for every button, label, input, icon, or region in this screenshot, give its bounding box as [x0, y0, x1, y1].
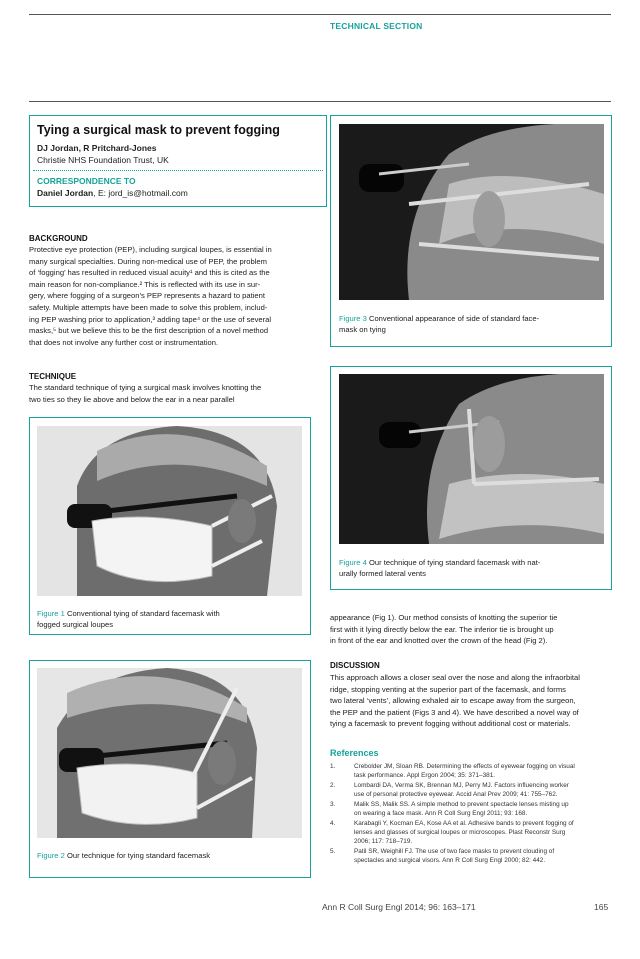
figure-2-text: Our technique for tying standard facemask	[64, 851, 211, 860]
text-line: gery, where fogging of a surgeon’s PEP represents a hazard to patient	[29, 291, 265, 301]
reference-item	[330, 781, 610, 799]
text-line: first with it lying directly below the ear. The inferior tie is brought up	[330, 624, 554, 634]
references-list	[330, 762, 610, 866]
reference-number: 1.	[330, 763, 336, 770]
text-line: two ties so they lie above and below the ear in a near parallel	[29, 394, 235, 404]
reference-line: use of personal protective eyewear. Accid Anal Prev 2009; 41: 755–762.	[354, 791, 558, 798]
text-line: of ‘fogging’ has resulted in reduced visual acuity¹ and this is cited as the	[29, 268, 270, 278]
article-title: Tying a surgical mask to prevent fogging	[37, 123, 280, 137]
section-label: TECHNICAL SECTION	[330, 21, 423, 31]
reference-line: Karabagli Y, Kocman EA, Kose AA et al. Adhesive bands to prevent fogging of	[354, 820, 574, 827]
technique-continuation	[330, 612, 612, 647]
correspondence-email: , E: jord_is@hotmail.com	[93, 188, 188, 198]
reference-line: on wearing a face mask. Ann R Coll Surg Engl 2011; 93: 168.	[354, 810, 528, 817]
correspondence-heading: CORRESPONDENCE TO	[37, 176, 136, 186]
figure-3-text-2: mask on tying	[339, 325, 386, 334]
figure-3-text: Conventional appearance of side of standard face-	[366, 314, 540, 323]
header-rule-lower	[29, 101, 611, 102]
figure-4-photo	[339, 374, 604, 544]
text-line: safety. Multiple attempts have been made to solve this problem, includ-	[29, 302, 268, 312]
figure-4-caption	[339, 557, 607, 579]
background-heading: BACKGROUND	[29, 234, 88, 243]
figure-3-caption	[339, 313, 607, 335]
text-line: the PEP and the patient (Figs 3 and 4). We have described a novel way of	[330, 707, 579, 717]
reference-item	[330, 847, 610, 865]
text-line: in front of the ear and knotted over the crown of the head (Fig 2).	[330, 636, 548, 646]
text-line: masks,⁵ but we believe this to be the first description of a novel method	[29, 326, 269, 336]
reference-number: 2.	[330, 782, 336, 789]
reference-number: 4.	[330, 820, 336, 827]
reference-line: Crebolder JM, Sloan RB. Determining the effects of eyewear fogging on visual	[354, 763, 575, 770]
correspondence-name: Daniel Jordan	[37, 188, 94, 198]
figure-2-caption	[37, 850, 307, 861]
reference-line: task performance. Appl Ergon 2004; 35: 371–381.	[354, 772, 496, 779]
text-line: This approach allows a closer seal over the nose and along the infraorbital	[330, 673, 580, 682]
text-line: ing PEP washing prior to application,³ adding tape⁴ or the use of several	[29, 314, 272, 324]
reference-line: Lombardi DA, Verma SK, Brennan MJ, Perry MJ. Factors influencing worker	[354, 782, 569, 789]
text-line: that does not involve any further cost or instrumentation.	[29, 337, 219, 347]
reference-line: Patil SR, Weighill FJ. The use of two face masks to prevent clouding of	[354, 848, 555, 855]
reference-number: 5.	[330, 848, 336, 855]
figure-1-label: Figure 1	[37, 609, 65, 618]
correspondence	[37, 188, 188, 198]
text-line: ridge, stopping venting at the superior part of the facemask, and forms	[330, 684, 566, 694]
reference-line: Malik SS, Malik SS. A simple method to prevent spectacle lenses misting up	[354, 801, 569, 808]
figure-4-text-2: urally formed lateral vents	[339, 569, 426, 578]
text-line: main reason for non-compliance.² This is reflected with its use in sur-	[29, 279, 261, 289]
discussion-heading: DISCUSSION	[330, 661, 380, 670]
reference-number: 3.	[330, 801, 336, 808]
reference-line: lenses and glasses of surgical loupes or microscopes. Plast Reconstr Surg	[354, 829, 566, 836]
reference-line: spectacles and surgical visors. Ann R Coll Surg Engl 2000; 82: 442.	[354, 857, 546, 864]
text-line: two lateral ‘vents’, allowing exhaled air to escape away from the surgeon,	[330, 696, 576, 706]
reference-item	[330, 762, 610, 780]
article-affiliation: Christie NHS Foundation Trust, UK	[37, 155, 169, 165]
reference-line: 2006; 117: 718–719.	[354, 838, 413, 845]
figure-2-label: Figure 2	[37, 851, 65, 860]
reference-item	[330, 819, 610, 846]
figure-1-caption	[37, 608, 307, 630]
text-line: many surgical specialties. During non-medical use of PEP, the problem	[29, 256, 267, 266]
figure-3-photo	[339, 124, 604, 300]
figure-2-photo	[37, 668, 302, 838]
article-authors: DJ Jordan, R Pritchard-Jones	[37, 143, 157, 153]
journal-citation: Ann R Coll Surg Engl 2014; 96: 163–171	[322, 902, 476, 912]
figure-1-photo	[37, 426, 302, 596]
figure-1-text: Conventional tying of standard facemask with	[64, 609, 220, 618]
text-line: The standard technique of tying a surgical mask involves knotting the	[29, 383, 262, 392]
title-box-divider	[33, 170, 323, 171]
page-number: 165	[594, 902, 609, 912]
background-paragraph	[29, 244, 329, 348]
text-line: tying a facemask to prevent fogging without additional cost or materials.	[330, 719, 571, 729]
figure-4-text: Our technique of tying standard facemask with nat-	[366, 558, 541, 567]
references-heading: References	[330, 748, 379, 758]
text-line: Protective eye protection (PEP), including surgical loupes, is essential in	[29, 245, 272, 254]
text-line: appearance (Fig 1). Our method consists of knotting the superior tie	[330, 613, 558, 622]
figure-1-text-2: fogged surgical loupes	[37, 620, 113, 629]
reference-item	[330, 800, 610, 818]
header-rule	[29, 14, 611, 15]
technique-heading: TECHNIQUE	[29, 372, 77, 381]
figure-3-label: Figure 3	[339, 314, 367, 323]
discussion-paragraph	[330, 672, 612, 730]
figure-4-label: Figure 4	[339, 558, 367, 567]
technique-paragraph	[29, 382, 329, 405]
